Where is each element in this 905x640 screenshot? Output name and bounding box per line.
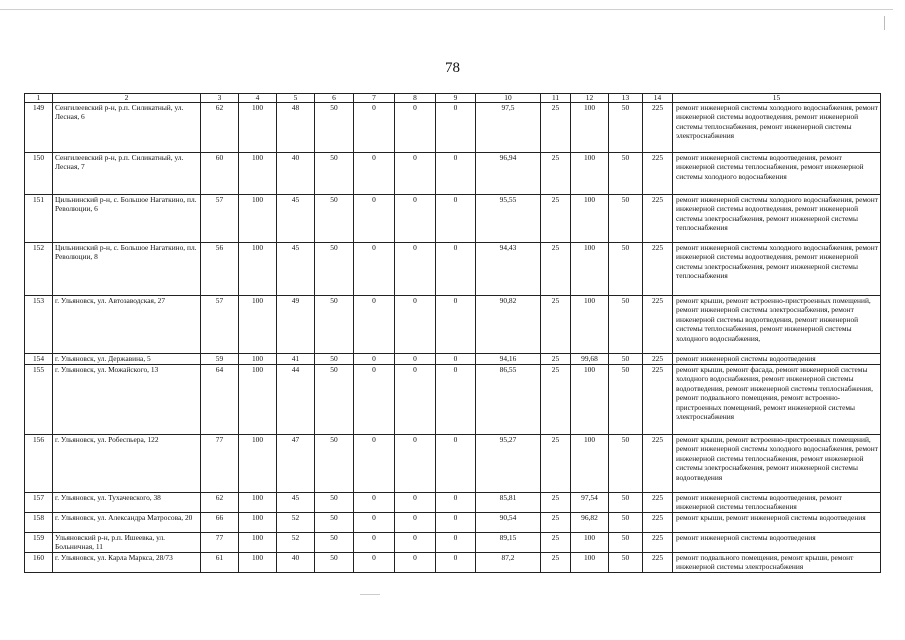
value-cell: 225 (643, 103, 673, 153)
value-cell: 45 (277, 195, 315, 243)
works-cell: ремонт инженерной системы водоотведения, ремонт инженерной системы теплоснабжения (673, 493, 881, 513)
value-cell: 25 (541, 153, 571, 195)
works-cell: ремонт инженерной системы холодного водоснабжения, ремонт инженерной системы водоотведения, ремонт инженерной системы электроснабжения, ремонт инженерной системы теплоснабжения (673, 243, 881, 296)
value-cell: 100 (239, 354, 277, 365)
table-row (25, 533, 881, 553)
row-number: 153 (25, 296, 53, 354)
value-cell: 100 (239, 553, 277, 573)
value-cell: 0 (354, 553, 395, 573)
value-cell: 48 (277, 103, 315, 153)
value-cell: 0 (395, 296, 436, 354)
value-cell: 0 (395, 435, 436, 493)
value-cell: 62 (201, 493, 239, 513)
value-cell: 225 (643, 365, 673, 435)
value-cell: 0 (354, 153, 395, 195)
works-cell: ремонт крыши, ремонт встроенно-пристроенных помещений, ремонт инженерной системы холодного водоснабжения, ремонт инженерной системы теплоснабжения, ремонт инженерной системы электроснабжения, ремонт инженерной системы водоотведения (673, 435, 881, 493)
value-cell: 225 (643, 513, 673, 533)
row-number: 159 (25, 533, 53, 553)
value-cell: 61 (201, 553, 239, 573)
value-cell: 90,82 (476, 296, 541, 354)
value-cell: 50 (609, 354, 643, 365)
value-cell: 0 (395, 365, 436, 435)
value-cell: 62 (201, 103, 239, 153)
column-number-row (25, 94, 881, 103)
column-number: 6 (315, 94, 354, 103)
value-cell: 25 (541, 435, 571, 493)
column-number: 7 (354, 94, 395, 103)
address-cell: г. Ульяновск, ул. Можайского, 13 (53, 365, 201, 435)
top-scan-edge (0, 9, 893, 10)
value-cell: 50 (315, 153, 354, 195)
value-cell: 100 (239, 296, 277, 354)
value-cell: 0 (436, 533, 476, 553)
value-cell: 225 (643, 493, 673, 513)
value-cell: 56 (201, 243, 239, 296)
value-cell: 50 (315, 195, 354, 243)
row-number: 154 (25, 354, 53, 365)
value-cell: 0 (436, 153, 476, 195)
value-cell: 52 (277, 513, 315, 533)
column-number: 2 (53, 94, 201, 103)
row-number: 155 (25, 365, 53, 435)
value-cell: 44 (277, 365, 315, 435)
value-cell: 25 (541, 513, 571, 533)
value-cell: 50 (609, 296, 643, 354)
value-cell: 100 (239, 195, 277, 243)
value-cell: 50 (315, 435, 354, 493)
value-cell: 225 (643, 195, 673, 243)
value-cell: 0 (436, 296, 476, 354)
value-cell: 100 (571, 435, 609, 493)
value-cell: 94,43 (476, 243, 541, 296)
table-row (25, 513, 881, 533)
address-cell: г. Ульяновск, ул. Автозаводская, 27 (53, 296, 201, 354)
address-cell: Сенгилеевский р-н, р.п. Силикатный, ул. Лесная, 6 (53, 103, 201, 153)
value-cell: 0 (354, 195, 395, 243)
value-cell: 25 (541, 103, 571, 153)
value-cell: 50 (315, 533, 354, 553)
value-cell: 59 (201, 354, 239, 365)
value-cell: 0 (395, 103, 436, 153)
value-cell: 50 (609, 153, 643, 195)
works-cell: ремонт инженерной системы холодного водоснабжения, ремонт инженерной системы водоотведения, ремонт инженерной системы теплоснабжения, ремонт инженерной системы электроснабжения (673, 103, 881, 153)
value-cell: 100 (571, 243, 609, 296)
value-cell: 50 (315, 513, 354, 533)
value-cell: 40 (277, 553, 315, 573)
value-cell: 225 (643, 533, 673, 553)
value-cell: 49 (277, 296, 315, 354)
column-number: 11 (541, 94, 571, 103)
value-cell: 0 (436, 553, 476, 573)
value-cell: 25 (541, 365, 571, 435)
value-cell: 0 (354, 513, 395, 533)
value-cell: 225 (643, 296, 673, 354)
value-cell: 95,55 (476, 195, 541, 243)
value-cell: 77 (201, 533, 239, 553)
row-number: 152 (25, 243, 53, 296)
value-cell: 50 (609, 553, 643, 573)
value-cell: 77 (201, 435, 239, 493)
value-cell: 50 (609, 493, 643, 513)
value-cell: 100 (571, 103, 609, 153)
works-cell: ремонт инженерной системы водоотведения (673, 533, 881, 553)
value-cell: 25 (541, 533, 571, 553)
value-cell: 0 (395, 493, 436, 513)
value-cell: 47 (277, 435, 315, 493)
address-cell: г. Ульяновск, ул. Тухачевского, 38 (53, 493, 201, 513)
value-cell: 85,81 (476, 493, 541, 513)
value-cell: 0 (354, 435, 395, 493)
value-cell: 0 (395, 243, 436, 296)
value-cell: 50 (609, 243, 643, 296)
column-number: 9 (436, 94, 476, 103)
value-cell: 225 (643, 435, 673, 493)
value-cell: 50 (315, 354, 354, 365)
column-number: 15 (673, 94, 881, 103)
works-cell: ремонт крыши, ремонт инженерной системы водоотведения (673, 513, 881, 533)
table-row (25, 553, 881, 573)
row-number: 149 (25, 103, 53, 153)
value-cell: 50 (609, 435, 643, 493)
value-cell: 50 (315, 103, 354, 153)
column-number: 13 (609, 94, 643, 103)
table-row (25, 493, 881, 513)
value-cell: 86,55 (476, 365, 541, 435)
value-cell: 0 (436, 354, 476, 365)
column-number: 10 (476, 94, 541, 103)
works-cell: ремонт инженерной системы водоотведения (673, 354, 881, 365)
value-cell: 0 (436, 493, 476, 513)
value-cell: 52 (277, 533, 315, 553)
address-cell: Сенгилеевский р-н, р.п. Силикатный, ул. Лесная, 7 (53, 153, 201, 195)
column-number: 14 (643, 94, 673, 103)
value-cell: 25 (541, 195, 571, 243)
value-cell: 0 (354, 493, 395, 513)
address-cell: г. Ульяновск, ул. Александра Матросова, 20 (53, 513, 201, 533)
value-cell: 66 (201, 513, 239, 533)
value-cell: 25 (541, 553, 571, 573)
value-cell: 0 (354, 365, 395, 435)
value-cell: 50 (609, 533, 643, 553)
value-cell: 0 (436, 243, 476, 296)
value-cell: 99,68 (571, 354, 609, 365)
column-number: 3 (201, 94, 239, 103)
table-row (25, 153, 881, 195)
value-cell: 50 (315, 493, 354, 513)
value-cell: 0 (354, 354, 395, 365)
value-cell: 50 (315, 553, 354, 573)
value-cell: 50 (609, 513, 643, 533)
value-cell: 100 (571, 195, 609, 243)
value-cell: 25 (541, 243, 571, 296)
value-cell: 0 (354, 103, 395, 153)
table-row (25, 195, 881, 243)
value-cell: 25 (541, 493, 571, 513)
value-cell: 96,94 (476, 153, 541, 195)
column-number: 5 (277, 94, 315, 103)
value-cell: 0 (395, 513, 436, 533)
value-cell: 57 (201, 296, 239, 354)
value-cell: 90,54 (476, 513, 541, 533)
value-cell: 0 (436, 513, 476, 533)
value-cell: 0 (436, 195, 476, 243)
value-cell: 0 (354, 243, 395, 296)
value-cell: 96,82 (571, 513, 609, 533)
value-cell: 225 (643, 553, 673, 573)
value-cell: 100 (571, 533, 609, 553)
value-cell: 225 (643, 354, 673, 365)
works-cell: ремонт крыши, ремонт фасада, ремонт инженерной системы холодного водоснабжения, ремонт инженерной системы водоотведения, ремонт инженерной системы теплоснабжения, ремонт подвального помещения, ремонт встроенно-пристроенных помещений, ремонт инженерной системы электроснабжения (673, 365, 881, 435)
value-cell: 0 (354, 296, 395, 354)
value-cell: 100 (239, 243, 277, 296)
value-cell: 45 (277, 243, 315, 296)
value-cell: 50 (609, 195, 643, 243)
value-cell: 97,5 (476, 103, 541, 153)
work-schedule-table (24, 93, 881, 573)
value-cell: 225 (643, 153, 673, 195)
column-number: 12 (571, 94, 609, 103)
value-cell: 100 (239, 513, 277, 533)
table-row (25, 435, 881, 493)
row-number: 151 (25, 195, 53, 243)
address-cell: Цильнинский р-н, с. Большое Нагаткино, пл. Революции, 8 (53, 243, 201, 296)
value-cell: 100 (571, 365, 609, 435)
page-number: 78 (445, 60, 460, 76)
value-cell: 25 (541, 354, 571, 365)
row-number: 157 (25, 493, 53, 513)
row-number: 160 (25, 553, 53, 573)
column-number: 1 (25, 94, 53, 103)
value-cell: 100 (239, 435, 277, 493)
value-cell: 100 (571, 153, 609, 195)
corner-mark (884, 16, 887, 30)
table-row (25, 296, 881, 354)
value-cell: 50 (315, 243, 354, 296)
table-row (25, 243, 881, 296)
value-cell: 25 (541, 296, 571, 354)
scan-artifact (360, 594, 380, 595)
value-cell: 225 (643, 243, 673, 296)
value-cell: 100 (571, 296, 609, 354)
value-cell: 95,27 (476, 435, 541, 493)
value-cell: 50 (315, 365, 354, 435)
table-row (25, 365, 881, 435)
value-cell: 0 (395, 553, 436, 573)
value-cell: 100 (239, 153, 277, 195)
row-number: 158 (25, 513, 53, 533)
column-number: 8 (395, 94, 436, 103)
value-cell: 94,16 (476, 354, 541, 365)
value-cell: 0 (436, 365, 476, 435)
value-cell: 50 (609, 103, 643, 153)
address-cell: Ульяновский р-н, р.п. Ишеевка, ул. Больничная, 11 (53, 533, 201, 553)
works-cell: ремонт инженерной системы холодного водоснабжения, ремонт инженерной системы водоотведения, ремонт инженерной системы электроснабжения, ремонт инженерной системы теплоснабжения (673, 195, 881, 243)
value-cell: 100 (239, 103, 277, 153)
value-cell: 0 (395, 354, 436, 365)
value-cell: 97,54 (571, 493, 609, 513)
value-cell: 60 (201, 153, 239, 195)
value-cell: 100 (239, 365, 277, 435)
value-cell: 57 (201, 195, 239, 243)
value-cell: 0 (436, 435, 476, 493)
value-cell: 89,15 (476, 533, 541, 553)
table-row (25, 354, 881, 365)
works-cell: ремонт крыши, ремонт встроенно-пристроенных помещений, ремонт инженерной системы электроснабжения, ремонт инженерной системы водоотведения, ремонт инженерной системы теплоснабжения, ремонт инженерной системы холодного водоснабжения, (673, 296, 881, 354)
value-cell: 0 (395, 533, 436, 553)
value-cell: 0 (354, 533, 395, 553)
address-cell: г. Ульяновск, ул. Робеспьера, 122 (53, 435, 201, 493)
value-cell: 41 (277, 354, 315, 365)
value-cell: 64 (201, 365, 239, 435)
works-cell: ремонт инженерной системы водоотведения, ремонт инженерной системы теплоснабжения, ремонт инженерной системы холодного водоснабжения (673, 153, 881, 195)
value-cell: 0 (395, 153, 436, 195)
row-number: 156 (25, 435, 53, 493)
address-cell: г. Ульяновск, ул. Карла Маркса, 28/73 (53, 553, 201, 573)
row-number: 150 (25, 153, 53, 195)
column-number: 4 (239, 94, 277, 103)
value-cell: 100 (571, 553, 609, 573)
value-cell: 45 (277, 493, 315, 513)
value-cell: 40 (277, 153, 315, 195)
value-cell: 0 (436, 103, 476, 153)
address-cell: г. Ульяновск, ул. Державина, 5 (53, 354, 201, 365)
table-row (25, 103, 881, 153)
address-cell: Цильнинский р-н, с. Большое Нагаткино, пл. Революции, 6 (53, 195, 201, 243)
works-cell: ремонт подвального помещения, ремонт крыши, ремонт инженерной системы электроснабжения (673, 553, 881, 573)
value-cell: 50 (315, 296, 354, 354)
value-cell: 100 (239, 533, 277, 553)
value-cell: 100 (239, 493, 277, 513)
value-cell: 50 (609, 365, 643, 435)
value-cell: 0 (395, 195, 436, 243)
value-cell: 87,2 (476, 553, 541, 573)
